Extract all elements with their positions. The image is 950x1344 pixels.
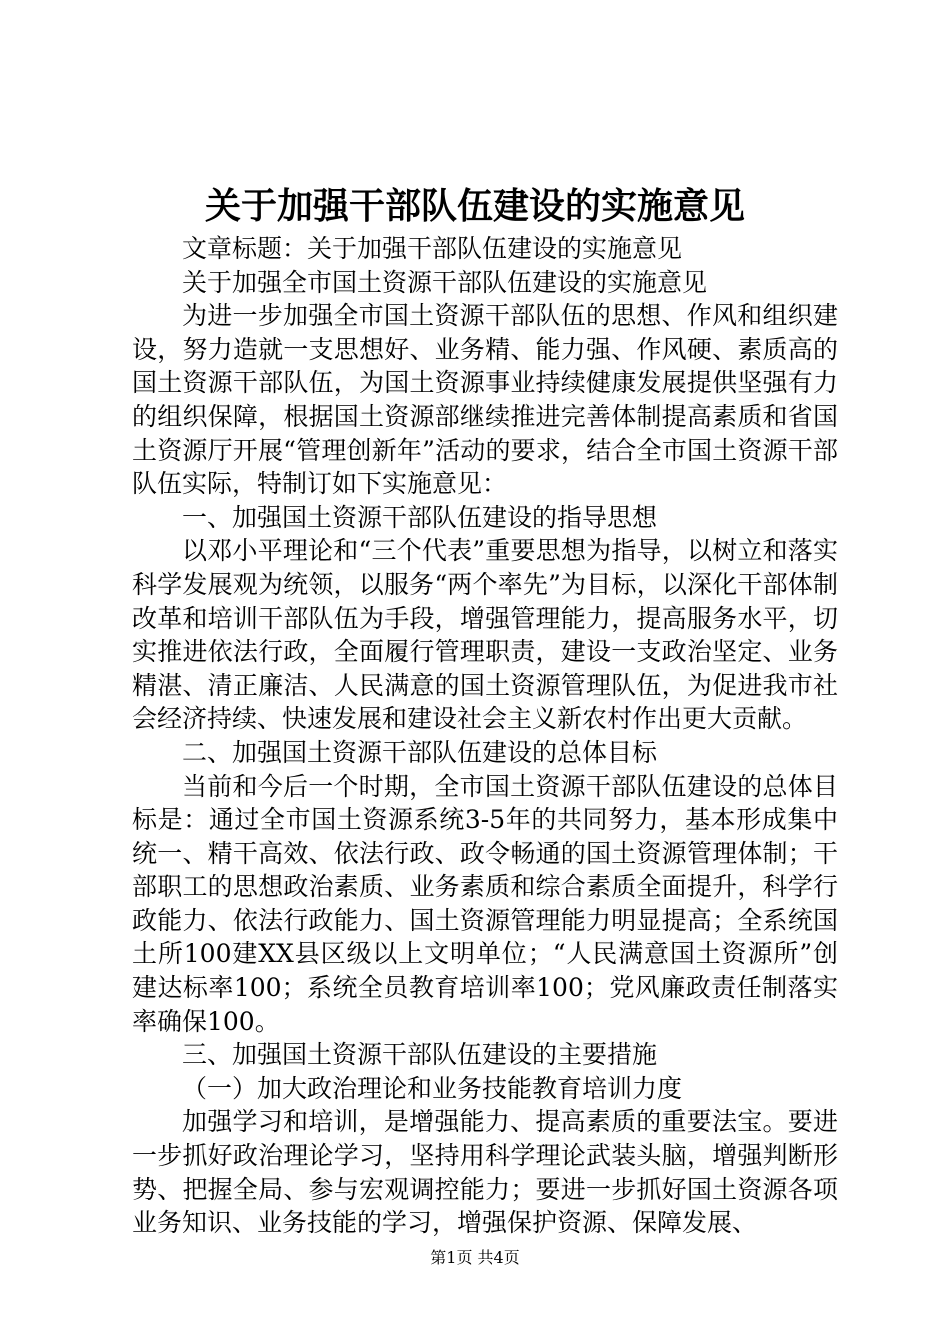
paragraph-training: 加强学习和培训，是增强能力、提高素质的重要法宝。要进一步抓好政治理论学习，坚持用科学理论武装头脑，增强判断形势、把握全局、参与宏观调控能力；要进一步抓好国土资源各项业务知识、业务技能的学习，增强保护资源、保障发展、 bbox=[132, 1107, 838, 1238]
document-body bbox=[132, 232, 838, 1240]
paragraph-guiding-thought: 以邓小平理论和“三个代表”重要思想为指导，以树立和落实科学发展观为统领，以服务“两个率先”为目标，以深化干部体制改革和培训干部队伍为手段，增强管理能力，提高服务水平，切实推进依法行政，全面履行管理职责，建设一支政治坚定、业务精湛、清正廉洁、人民满意的国土资源管理队伍，为促进我市社会经济持续、快速发展和建设社会主义新农村作出更大贡献。 bbox=[132, 536, 838, 734]
subsection-heading-1: （一）加大政治理论和业务技能教育培训力度 bbox=[182, 1073, 683, 1103]
section-heading-1: 一、加强国土资源干部队伍建设的指导思想 bbox=[182, 502, 658, 532]
paragraph-intro: 为进一步加强全市国土资源干部队伍的思想、作风和组织建设，努力造就一支思想好、业务精、能力强、作风硬、素质高的国土资源干部队伍，为国土资源事业持续健康发展提供坚强有力的组织保障，根据国土资源部继续推进完善体制提高素质和省国土资源厅开展“管理创新年”活动的要求，结合全市国土资源干部队伍实际，特制订如下实施意见： bbox=[132, 301, 838, 499]
page-number-footer: 第1页 共4页 bbox=[430, 1248, 520, 1267]
paragraph-overall-goal: 当前和今后一个时期，全市国土资源干部队伍建设的总体目标是：通过全市国土资源系统3-5年的共同努力，基本形成集中统一、精干高效、依法行政、政令畅通的国土资源管理体制；干部职工的思想政治素质、业务素质和综合素质全面提升，科学行政能力、依法行政能力、国土资源管理能力明显提高；全系统国土所100建XX县区级以上文明单位；“人民满意国土资源所”创建达标率100；系统全员教育培训率100；党风廉政责任制落实率确保100。 bbox=[132, 771, 838, 1036]
section-heading-3: 三、加强国土资源干部队伍建设的主要措施 bbox=[182, 1040, 658, 1070]
paragraph-subtitle: 关于加强全市国土资源干部队伍建设的实施意见 bbox=[182, 267, 708, 297]
section-heading-2: 二、加强国土资源干部队伍建设的总体目标 bbox=[182, 737, 658, 767]
paragraph-article-title: 文章标题：关于加强干部队伍建设的实施意见 bbox=[182, 234, 683, 263]
document-title: 关于加强干部队伍建设的实施意见 bbox=[204, 185, 745, 227]
